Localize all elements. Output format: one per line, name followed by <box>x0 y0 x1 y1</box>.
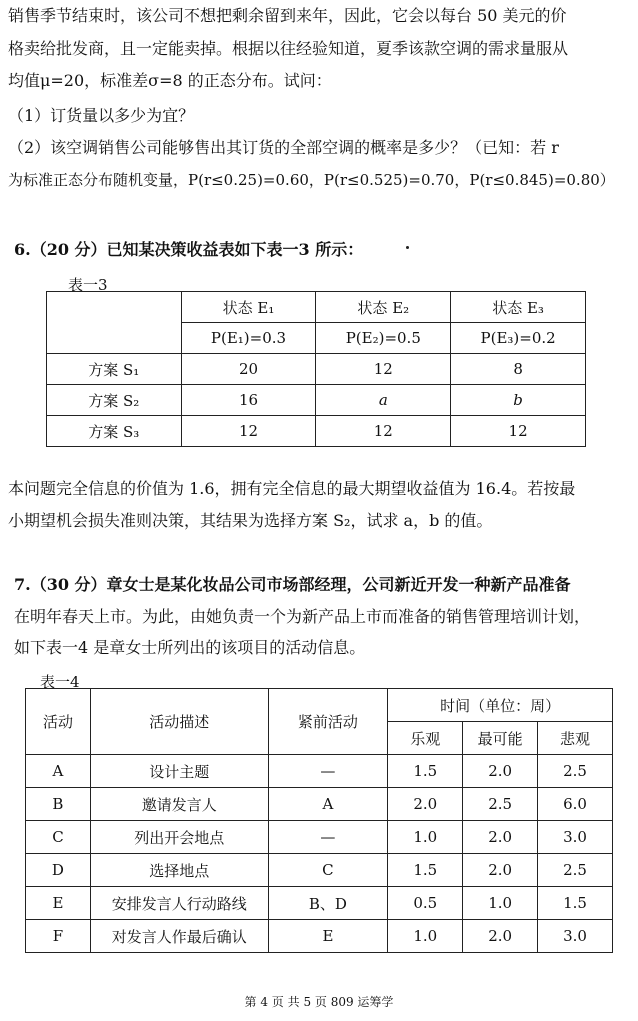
question-7-heading: 7.（30 分）章女士是某化妆品公司市场部经理，公司新近开发一种新产品准备 <box>14 575 571 594</box>
page-footer: 第 4 页 共 5 页 809 运筹学 <box>244 995 394 1009</box>
description-cell: 安排发言人行动路线 <box>90 887 268 920</box>
most-likely-cell: 2.0 <box>463 821 538 854</box>
header-predecessor: 紧前活动 <box>268 689 388 755</box>
table-3 <box>46 291 586 447</box>
optimistic-cell: 1.0 <box>388 920 463 953</box>
payoff-cell: 16 <box>181 385 316 416</box>
activity-cell: B <box>26 788 91 821</box>
description-cell: 对发言人作最后确认 <box>90 920 268 953</box>
pessimistic-cell: 6.0 <box>538 788 613 821</box>
predecessor-cell: — <box>268 755 388 788</box>
optimistic-cell: 1.5 <box>388 755 463 788</box>
question-6-text-1: 本问题完全信息的价值为 1.6，拥有完全信息的最大期望收益值为 16.4。若按最 <box>8 479 576 498</box>
most-likely-cell: 1.0 <box>463 887 538 920</box>
description-cell: 设计主题 <box>90 755 268 788</box>
optimistic-cell: 0.5 <box>388 887 463 920</box>
header-pessimistic: 悲观 <box>538 722 613 755</box>
table-4-header-row-1 <box>26 689 613 722</box>
table-4 <box>25 688 613 953</box>
scheme-label: 方案 S₂ <box>47 385 182 416</box>
activity-cell: C <box>26 821 91 854</box>
header-time: 时间（单位：周） <box>388 689 613 722</box>
table-row <box>26 920 613 953</box>
question-1: （1）订货量以多少为宜？ <box>8 106 195 125</box>
question-2-line-1: （2）该空调销售公司能够售出其订货的全部空调的概率是多少？（已知：若 r <box>8 138 559 157</box>
activity-cell: F <box>26 920 91 953</box>
question-6-heading: 6.（20 分）已知某决策收益表如下表一3 所示： <box>14 240 364 259</box>
scheme-label: 方案 S₁ <box>47 354 182 385</box>
predecessor-cell: C <box>268 854 388 887</box>
payoff-cell: 12 <box>316 354 451 385</box>
intro-line-2: 格卖给批发商，且一定能卖掉。根据以往经验知道，夏季该款空调的需求量服从 <box>8 39 569 58</box>
activity-cell: A <box>26 755 91 788</box>
state-e2: 状态 E₂ <box>316 292 451 323</box>
predecessor-cell: — <box>268 821 388 854</box>
payoff-cell: 12 <box>181 416 316 447</box>
payoff-cell: 12 <box>451 416 586 447</box>
header-description: 活动描述 <box>90 689 268 755</box>
stray-dot <box>406 246 409 249</box>
pessimistic-cell: 1.5 <box>538 887 613 920</box>
table-row <box>26 788 613 821</box>
predecessor-cell: E <box>268 920 388 953</box>
table-3-caption: 表一3 <box>68 276 108 294</box>
prob-e3: P(E₃)=0.2 <box>451 323 586 354</box>
description-cell: 选择地点 <box>90 854 268 887</box>
activity-cell: D <box>26 854 91 887</box>
header-most-likely: 最可能 <box>463 722 538 755</box>
table-3-corner-cell <box>47 292 182 354</box>
most-likely-cell: 2.5 <box>463 788 538 821</box>
payoff-cell: 20 <box>181 354 316 385</box>
question-6-text-2: 小期望机会损失准则决策，其结果为选择方案 S₂，试求 a，b 的值。 <box>8 511 493 530</box>
question-2-line-2: 为标准正态分布随机变量，P(r≤0.25)=0.60，P(r≤0.525)=0.70，P(r≤0.845)=0.80） <box>8 171 615 189</box>
intro-line-1: 销售季节结束时，该公司不想把剩余留到来年，因此，它会以每台 50 美元的价 <box>8 6 567 25</box>
table-row <box>47 354 586 385</box>
table-row <box>26 755 613 788</box>
table-row <box>26 887 613 920</box>
optimistic-cell: 1.0 <box>388 821 463 854</box>
pessimistic-cell: 2.5 <box>538 854 613 887</box>
state-e3: 状态 E₃ <box>451 292 586 323</box>
header-activity: 活动 <box>26 689 91 755</box>
table-3-state-row <box>47 292 586 323</box>
scheme-label: 方案 S₃ <box>47 416 182 447</box>
table-row <box>26 821 613 854</box>
table-row <box>26 854 613 887</box>
header-optimistic: 乐观 <box>388 722 463 755</box>
table-row <box>47 416 586 447</box>
payoff-cell: 12 <box>316 416 451 447</box>
question-7-line-3: 如下表一4 是章女士所列出的该项目的活动信息。 <box>14 638 366 657</box>
state-e1: 状态 E₁ <box>181 292 316 323</box>
activity-cell: E <box>26 887 91 920</box>
most-likely-cell: 2.0 <box>463 854 538 887</box>
payoff-cell: a <box>316 385 451 416</box>
most-likely-cell: 2.0 <box>463 755 538 788</box>
predecessor-cell: A <box>268 788 388 821</box>
question-7-line-2: 在明年春天上市。为此，由她负责一个为新产品上市而准备的销售管理培训计划， <box>14 607 591 626</box>
optimistic-cell: 1.5 <box>388 854 463 887</box>
pessimistic-cell: 3.0 <box>538 920 613 953</box>
description-cell: 邀请发言人 <box>90 788 268 821</box>
prob-e2: P(E₂)=0.5 <box>316 323 451 354</box>
payoff-cell: 8 <box>451 354 586 385</box>
pessimistic-cell: 2.5 <box>538 755 613 788</box>
table-4-caption: 表一4 <box>40 673 80 691</box>
payoff-cell: b <box>451 385 586 416</box>
prob-e1: P(E₁)=0.3 <box>181 323 316 354</box>
predecessor-cell: B、D <box>268 887 388 920</box>
table-row <box>47 385 586 416</box>
most-likely-cell: 2.0 <box>463 920 538 953</box>
intro-line-3: 均值μ=20，标准差σ=8 的正态分布。试问： <box>8 71 332 90</box>
optimistic-cell: 2.0 <box>388 788 463 821</box>
pessimistic-cell: 3.0 <box>538 821 613 854</box>
description-cell: 列出开会地点 <box>90 821 268 854</box>
